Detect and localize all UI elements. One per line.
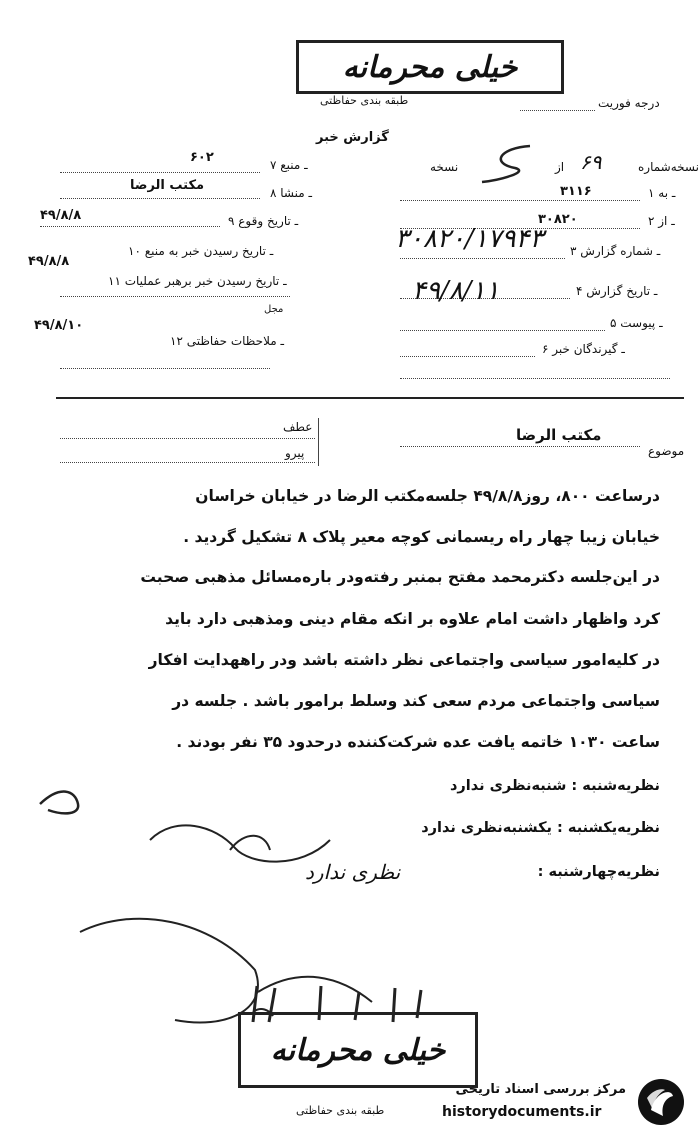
copy-number-label: نسخه‌شماره <box>638 160 699 174</box>
field-5-line <box>400 330 605 331</box>
subject-divider-vertical <box>318 418 319 466</box>
field-10-label: ۱۰ ـ تاریخ رسیدن خبر به منبع <box>128 244 274 258</box>
classification-stamp-top <box>296 40 564 94</box>
field-6-line <box>400 356 535 357</box>
field-2-label: ۲ ـ از <box>648 214 675 228</box>
peyro-line <box>60 462 315 463</box>
peyro-label: پیرو <box>285 446 305 460</box>
body-line-3: در این‌جلسه دکترمحمد مفتح بمنبر رفته‌ودر باره‌مسائل مذهبی صحبت <box>140 568 660 586</box>
field-7-label: ۷ ـ منبع <box>270 158 308 172</box>
copy-of-label: از <box>555 160 565 174</box>
field-9-label: ۹ ـ تاریخ وقوع <box>228 214 299 228</box>
field-1-line <box>400 200 640 201</box>
header-divider <box>56 397 684 399</box>
opinion-sunday: نظریه‌یکشنبه : یکشنبه‌نظری ندارد <box>421 820 660 836</box>
field-3-label: ۳ ـ شماره گزارش <box>570 244 661 258</box>
atf-label: عطف <box>283 420 313 434</box>
watermark-line-2: historydocuments.ir <box>442 1104 602 1120</box>
field-2-value: ۳۰۸۲۰ <box>538 212 578 227</box>
field-3-line <box>400 258 565 259</box>
field-10-value: ۴۹/۸/۸ <box>28 254 70 269</box>
subject-label: موضوع <box>648 444 685 458</box>
subject-value: مکتب الرضا <box>516 426 602 444</box>
copy-number-value: ۶۹ <box>580 150 602 174</box>
atf-line <box>60 438 315 439</box>
field-11-line <box>60 296 290 297</box>
field-1-label: ۱ ـ به <box>648 186 676 200</box>
opinion-saturday: نظریه‌شنبه : شنبه‌نظری ندارد <box>449 778 660 794</box>
stamp-bottom-caption: طبقه بندی حفاظتی <box>296 1104 385 1117</box>
body-line-2: خیابان زیبا چهار راه ریسمانی کوچه معیر پلاک ۸ تشکیل گردید . <box>183 528 660 546</box>
field-8-line <box>60 198 260 199</box>
opinion-wednesday-handwritten: نظری ندارد <box>305 860 401 884</box>
stamp-bottom-text: خیلی محرمانه <box>270 1033 446 1068</box>
stamp-top-text: خیلی محرمانه <box>342 50 518 85</box>
body-line-6: سیاسی واجتماعی مردم سعی کند وسلط برامور باشد . جلسه در <box>172 692 660 710</box>
field-4-label: ۴ ـ تاریخ گزارش <box>576 284 658 298</box>
field-12-label: ۱۲ ـ ملاحظات حفاظتی <box>170 334 284 348</box>
urgency-line <box>520 110 595 111</box>
subject-line <box>400 446 640 447</box>
field-9-line <box>40 226 220 227</box>
body-line-4: کرد واظهار داشت امام علاوه بر انکه مقام دینی ومذهبی دارد باید <box>165 610 660 628</box>
stamp-top-caption: طبقه بندی حفاظتی <box>320 94 409 107</box>
field-8-value: مکتب الرضا <box>130 178 205 193</box>
field-1-value: ۳۱۱۶ <box>560 184 592 199</box>
watermark-logo-icon <box>635 1076 687 1128</box>
field-9-value: ۴۹/۸/۸ <box>40 208 82 223</box>
body-line-1: درساعت ۸۰۰، روز۴۹/۸/۸ جلسه‌مکتب الرضا در خیابان خراسان <box>195 487 660 505</box>
field-12-line <box>60 368 270 369</box>
classification-stamp-bottom <box>238 1012 478 1088</box>
copies-label: نسخه <box>430 160 459 174</box>
field-11-value: ۴۹/۸/۱۰ <box>34 318 84 333</box>
field-7-value: ۶۰۲ <box>190 150 214 165</box>
field-11-sub: مجل <box>264 304 284 315</box>
body-line-5: در کلیه‌امور سیاسی واجتماعی نظر داشته باشد ودر راههدایت افکار <box>148 651 660 669</box>
urgency-label: درجه فوریت <box>598 96 660 110</box>
field-7-line <box>60 172 260 173</box>
field-8-label: ۸ ـ منشا <box>270 186 313 200</box>
field-6-line-2 <box>400 378 670 379</box>
watermark-line-1: مرکز بررسی اسناد تاریخی <box>455 1082 626 1097</box>
field-6-label: ۶ ـ گیرندگان خبر <box>542 342 625 356</box>
field-11-label: ۱۱ ـ تاریخ رسیدن خبر برهبر عملیات <box>108 274 287 288</box>
field-3-value: ۳۰۸۲۰/۱۷۹۴۳ <box>395 224 544 254</box>
body-line-7: ساعت ۱۰۳۰ خاتمه یافت عده شرکت‌کننده درحدود ۳۵ نفر بودند . <box>176 733 660 751</box>
field-4-value: ۴۹/۸/۱۱ <box>412 276 500 306</box>
copy-handwriting-mark <box>470 138 540 188</box>
field-5-label: ۵ ـ پیوست <box>610 316 663 330</box>
opinion-wednesday: نظریه‌چهارشنبه : <box>537 864 660 880</box>
report-title: گزارش خبر <box>316 130 389 145</box>
